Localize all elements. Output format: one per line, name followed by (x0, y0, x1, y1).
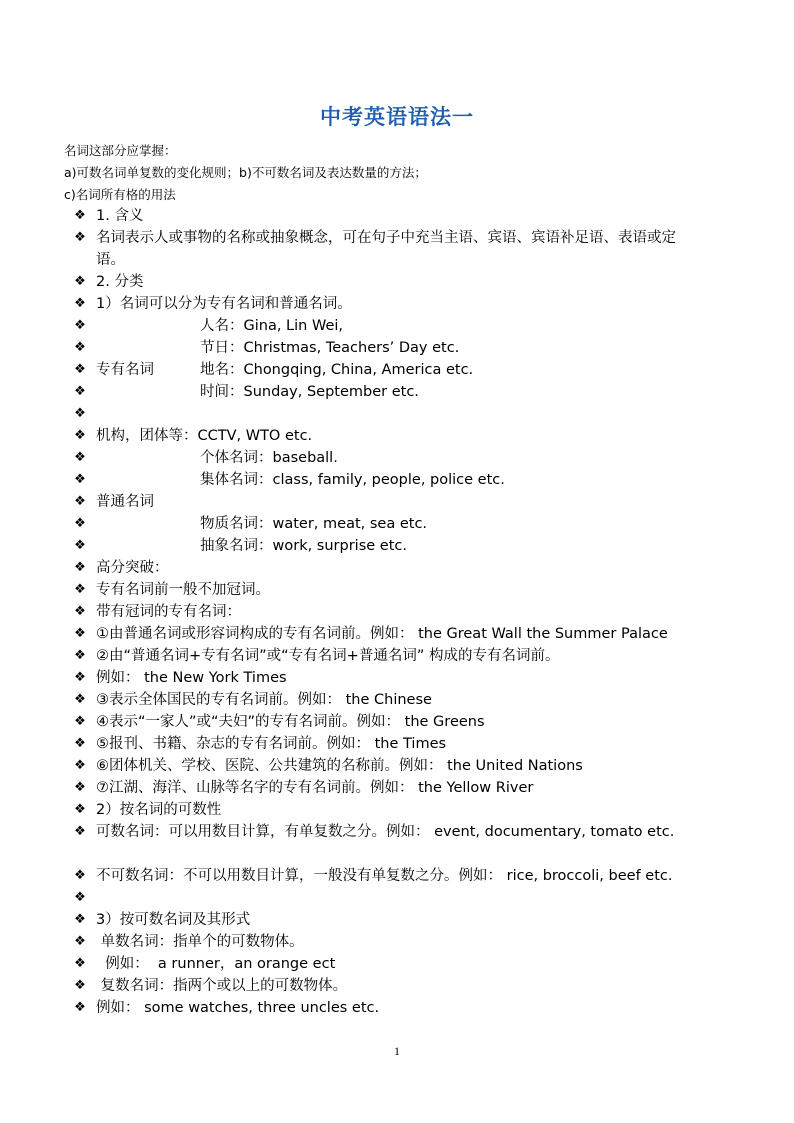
bullet-icon: ❖ (74, 582, 86, 597)
item-text: ②由“普通名词+专有名词”或“专有名词+普通名词” 构成的专有名词前。 (96, 648, 560, 664)
bullet-icon: ❖ (74, 516, 86, 531)
item-text: ⑤报刊、书籍、杂志的专有名词前。例如： the Times (96, 736, 447, 752)
bullet-icon: ❖ (74, 428, 86, 443)
bullet-icon: ❖ (74, 208, 86, 223)
bullet-icon: ❖ (74, 296, 86, 311)
item-text-continuation: 语。 (96, 252, 125, 268)
intro-line-3: c)名词所有格的用法 (64, 187, 176, 202)
bullet-icon: ❖ (74, 824, 86, 839)
bullet-icon: ❖ (74, 274, 86, 289)
item-text: 带有冠词的专有名词： (96, 604, 241, 620)
bullet-icon: ❖ (74, 890, 86, 905)
bullet-icon: ❖ (74, 780, 86, 795)
item-text: ④表示“一家人”或“夫妇”的专有名词前。例如： the Greens (96, 714, 485, 730)
bullet-icon: ❖ (74, 362, 86, 377)
item-text: ③表示全体国民的专有名词前。例如： the Chinese (96, 692, 432, 708)
item-text: 抽象名词：work, surprise etc. (200, 538, 407, 554)
page-number: 1 (394, 1044, 400, 1058)
bullet-icon: ❖ (74, 648, 86, 663)
item-text: 名词表示人或事物的名称或抽象概念，可在句子中充当主语、宾语、宾语补足语、表语或定 (96, 230, 676, 246)
item-text: 可数名词：可以用数目计算，有单复数之分。例如： event, documentary, tomato etc. (96, 824, 675, 840)
item-text: 时间：Sunday, September etc. (200, 384, 419, 400)
item-text: 复数名词：指两个或以上的可数物体。 (96, 978, 348, 994)
bullet-icon: ❖ (74, 318, 86, 333)
bullet-icon: ❖ (74, 934, 86, 949)
item-text: 2）按名词的可数性 (96, 802, 222, 818)
item-text: 3）按可数名词及其形式 (96, 912, 251, 928)
bullet-icon: ❖ (74, 230, 86, 245)
item-text: 个体名词：baseball. (200, 450, 338, 466)
item-text: 普通名词 (96, 494, 154, 510)
item-text: 专有名词前一般不加冠词。 (96, 582, 270, 598)
bullet-icon: ❖ (74, 472, 86, 487)
bullet-icon: ❖ (74, 956, 86, 971)
item-text: 机构，团体等：CCTV, WTO etc. (96, 428, 313, 444)
bullet-icon: ❖ (74, 802, 86, 817)
intro-line-1: 名词这部分应掌握： (64, 143, 177, 158)
bullet-icon: ❖ (74, 626, 86, 641)
bullet-icon: ❖ (74, 714, 86, 729)
item-text: 1. 含义 (96, 208, 144, 224)
item-text: ⑦江湖、海洋、山脉等名字的专有名词前。例如： the Yellow River (96, 780, 534, 796)
bullet-icon: ❖ (74, 978, 86, 993)
item-label: 专有名词 (96, 362, 154, 378)
item-text: 1）名词可以分为专有名词和普通名词。 (96, 296, 352, 312)
item-text: ⑥团体机关、学校、医院、公共建筑的名称前。例如： the United Nations (96, 758, 583, 774)
bullet-icon: ❖ (74, 758, 86, 773)
item-text: 例如： a runner，an orange ect (96, 956, 336, 972)
bullet-icon: ❖ (74, 912, 86, 927)
bullet-icon: ❖ (74, 868, 86, 883)
item-text: 地名：Chongqing, China, America etc. (200, 362, 474, 378)
bullet-icon: ❖ (74, 692, 86, 707)
item-text: 2. 分类 (96, 274, 144, 290)
bullet-icon: ❖ (74, 1000, 86, 1015)
item-text: 不可数名词：不可以用数目计算，一般没有单复数之分。例如： rice, broccoli, beef etc. (96, 868, 673, 884)
bullet-icon: ❖ (74, 604, 86, 619)
bullet-icon: ❖ (74, 538, 86, 553)
bullet-icon: ❖ (74, 736, 86, 751)
document-title: 中考英语语法一 (320, 105, 474, 129)
item-text: 例如： some watches, three uncles etc. (96, 1000, 380, 1016)
bullet-icon: ❖ (74, 670, 86, 685)
intro-line-2: a)可数名词单复数的变化规则；b)不可数名词及表达数量的方法； (64, 165, 427, 180)
item-text: ①由普通名词或形容词构成的专有名词前。例如： the Great Wall the Summer Palace (96, 626, 668, 642)
bullet-icon: ❖ (74, 340, 86, 355)
bullet-icon: ❖ (74, 560, 86, 575)
item-text: 集体名词：class, family, people, police etc. (200, 472, 505, 488)
bullet-icon: ❖ (74, 384, 86, 399)
item-text: 高分突破： (96, 560, 169, 576)
item-text: 例如： the New York Times (96, 670, 287, 686)
bullet-icon: ❖ (74, 406, 86, 421)
bullet-icon: ❖ (74, 494, 86, 509)
item-text: 单数名词：指单个的可数物体。 (96, 934, 304, 950)
item-text: 节日：Christmas, Teachers’ Day etc. (200, 340, 460, 356)
bullet-icon: ❖ (74, 450, 86, 465)
item-text: 人名：Gina, Lin Wei, (200, 318, 344, 334)
item-text: 物质名词：water, meat, sea etc. (200, 516, 428, 532)
